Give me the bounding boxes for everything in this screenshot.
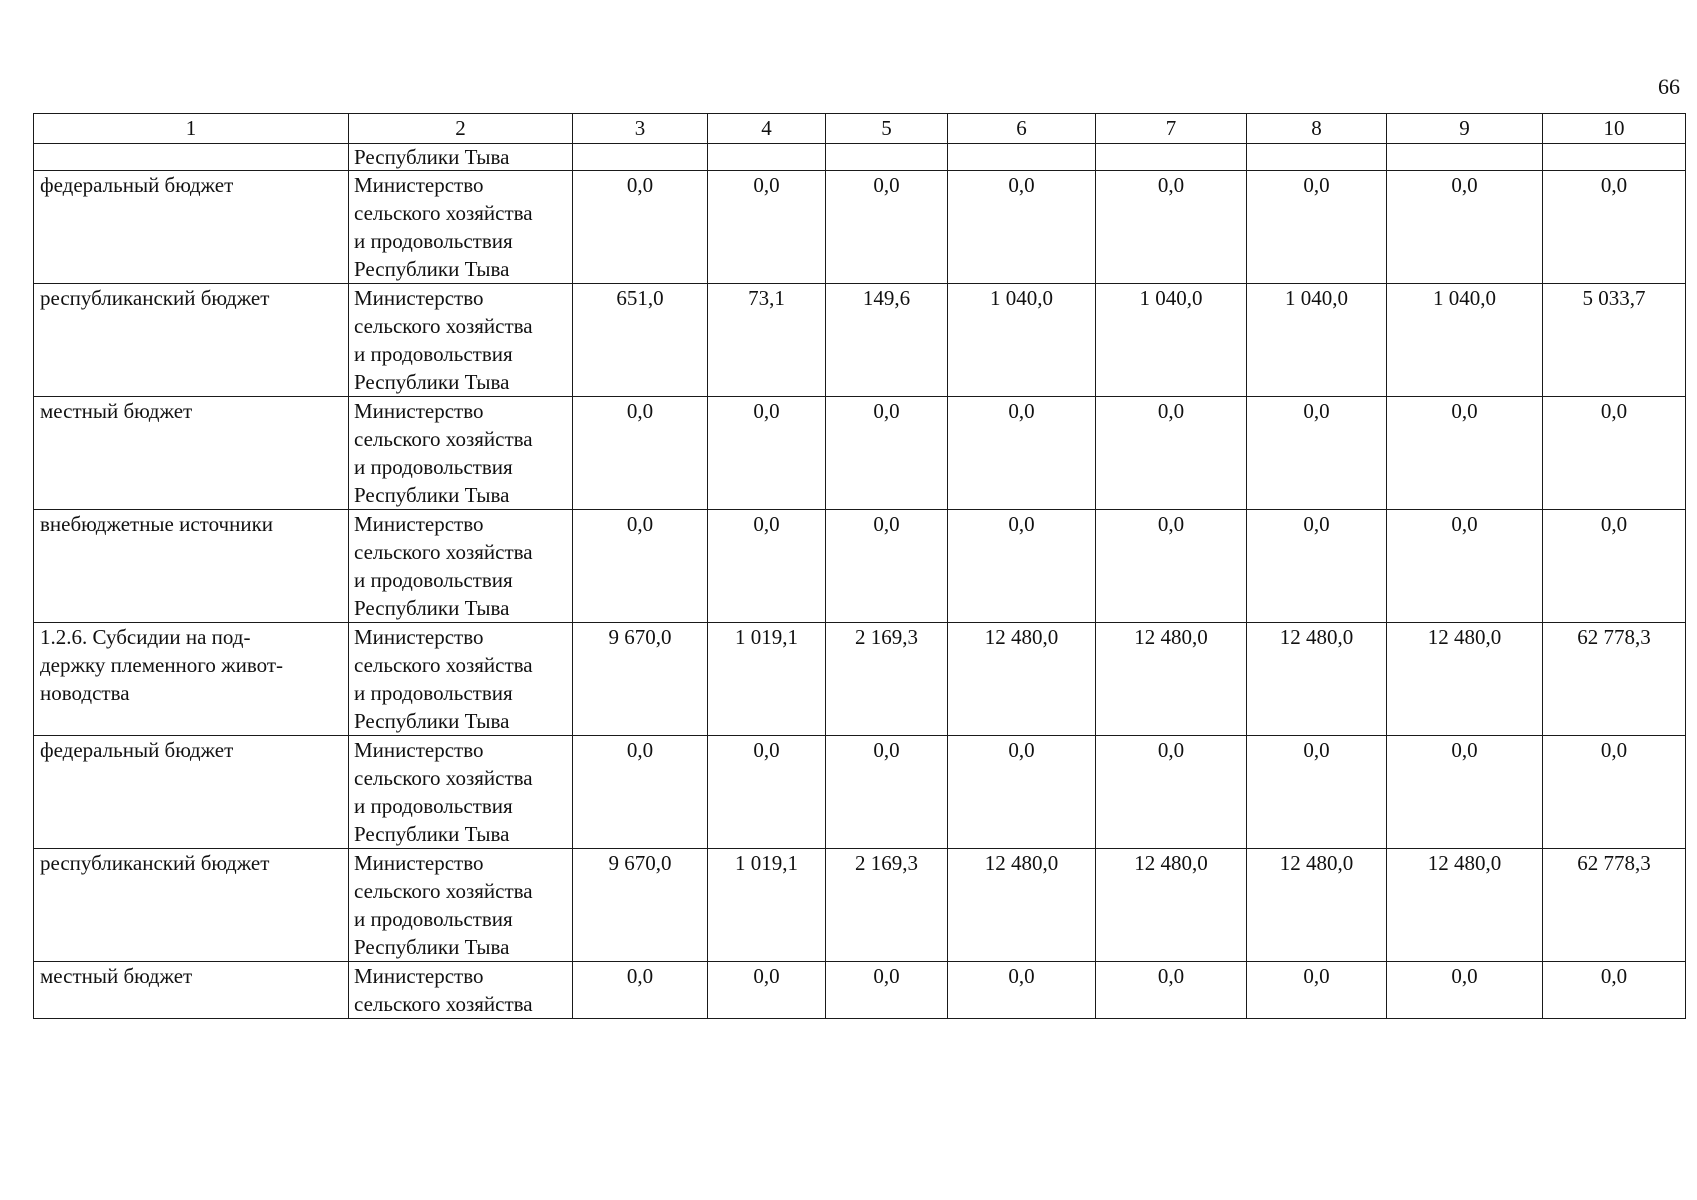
executor-line: Министерство xyxy=(354,512,484,536)
executor-cell xyxy=(349,284,573,397)
executor-line: Республики Тыва xyxy=(354,935,510,959)
value-cell: 0,0 xyxy=(1247,736,1387,849)
value-cell: 12 480,0 xyxy=(948,849,1096,962)
row-label: местный бюджет xyxy=(34,962,349,1019)
executor-line: и продовольствия xyxy=(354,681,513,705)
value-cell: 0,0 xyxy=(1247,397,1387,510)
value-cell: 0,0 xyxy=(1096,736,1247,849)
executor-line: сельского хозяйства xyxy=(354,540,533,564)
header-cell: 7 xyxy=(1096,114,1247,144)
executor-line: Министерство xyxy=(354,399,484,423)
header-cell: 8 xyxy=(1247,114,1387,144)
executor-line: сельского хозяйства xyxy=(354,766,533,790)
executor-line: Министерство xyxy=(354,625,484,649)
executor-line: Министерство xyxy=(354,173,484,197)
value-cell: 12 480,0 xyxy=(1247,623,1387,736)
value-cell: 0,0 xyxy=(573,962,708,1019)
executor-line: и продовольствия xyxy=(354,455,513,479)
value-cell: 0,0 xyxy=(708,510,826,623)
value-cell: 12 480,0 xyxy=(1096,623,1247,736)
header-cell: 9 xyxy=(1387,114,1543,144)
executor-line: Министерство xyxy=(354,286,484,310)
value-cell: 0,0 xyxy=(948,397,1096,510)
value-cell: 5 033,7 xyxy=(1543,284,1686,397)
value-cell: 73,1 xyxy=(708,284,826,397)
value-cell: 0,0 xyxy=(1096,171,1247,284)
value-cell: 0,0 xyxy=(573,171,708,284)
value-cell: 1 040,0 xyxy=(1387,284,1543,397)
header-row xyxy=(34,114,1686,144)
row-label: федеральный бюджет xyxy=(34,736,349,849)
value-cell: 2 169,3 xyxy=(826,623,948,736)
executor-cell: Республики Тыва xyxy=(349,144,573,171)
row-label: внебюджетные источники xyxy=(34,510,349,623)
executor-line: Министерство xyxy=(354,851,484,875)
value-cell: 9 670,0 xyxy=(573,849,708,962)
value-cell: 0,0 xyxy=(1543,510,1686,623)
executor-line: Министерство xyxy=(354,964,484,988)
value-cell: 0,0 xyxy=(948,510,1096,623)
value-cell: 0,0 xyxy=(1387,397,1543,510)
executor-line: Республики Тыва xyxy=(354,709,510,733)
value-cell: 0,0 xyxy=(1247,510,1387,623)
value-cell: 0,0 xyxy=(948,736,1096,849)
value-cell: 0,0 xyxy=(1387,736,1543,849)
value-cell: 0,0 xyxy=(708,171,826,284)
value-cell: 0,0 xyxy=(826,962,948,1019)
table-row xyxy=(34,849,1686,962)
value-cell: 0,0 xyxy=(573,510,708,623)
value-cell: 1 019,1 xyxy=(708,849,826,962)
value-cell: 149,6 xyxy=(826,284,948,397)
value-cell: 0,0 xyxy=(1247,962,1387,1019)
header-cell: 10 xyxy=(1543,114,1686,144)
value-cell: 0,0 xyxy=(1096,397,1247,510)
value-cell: 12 480,0 xyxy=(948,623,1096,736)
executor-cell xyxy=(349,849,573,962)
value-cell: 2 169,3 xyxy=(826,849,948,962)
row-label: 1.2.6. Субсидии на под- держку племенного живот- новодства xyxy=(34,623,349,736)
value-cell: 1 040,0 xyxy=(1096,284,1247,397)
executor-line: Министерство xyxy=(354,738,484,762)
value-cell: 12 480,0 xyxy=(1387,849,1543,962)
row-label: федеральный бюджет xyxy=(34,171,349,284)
value-cell: 0,0 xyxy=(1543,397,1686,510)
value-cell: 0,0 xyxy=(1543,962,1686,1019)
table-row xyxy=(34,623,1686,736)
table-row xyxy=(34,397,1686,510)
executor-line: сельского хозяйства xyxy=(354,201,533,225)
value-cell: 0,0 xyxy=(1387,510,1543,623)
row-label: республиканский бюджет xyxy=(34,849,349,962)
value-cell: 1 040,0 xyxy=(1247,284,1387,397)
row-label: местный бюджет xyxy=(34,397,349,510)
executor-line: и продовольствия xyxy=(354,229,513,253)
executor-line: Республики Тыва xyxy=(354,483,510,507)
executor-cell xyxy=(349,623,573,736)
table-row xyxy=(34,510,1686,623)
value-cell: 12 480,0 xyxy=(1096,849,1247,962)
executor-cell xyxy=(349,171,573,284)
value-cell: 12 480,0 xyxy=(1387,623,1543,736)
table-row xyxy=(34,962,1686,1019)
value-cell: 0,0 xyxy=(948,962,1096,1019)
value-cell: 0,0 xyxy=(948,171,1096,284)
value-cell: 0,0 xyxy=(573,397,708,510)
executor-cell xyxy=(349,962,573,1019)
value-cell: 1 040,0 xyxy=(948,284,1096,397)
executor-line: Республики Тыва xyxy=(354,822,510,846)
table-row xyxy=(34,736,1686,849)
executor-cell xyxy=(349,736,573,849)
executor-line: и продовольствия xyxy=(354,794,513,818)
value-cell: 651,0 xyxy=(573,284,708,397)
value-cell: 0,0 xyxy=(1096,962,1247,1019)
executor-line: сельского хозяйства xyxy=(354,653,533,677)
value-cell: 0,0 xyxy=(826,397,948,510)
budget-table xyxy=(33,113,1686,1019)
header-cell: 4 xyxy=(708,114,826,144)
value-cell: 0,0 xyxy=(708,397,826,510)
executor-cell xyxy=(349,510,573,623)
table-row xyxy=(34,171,1686,284)
executor-line: Республики Тыва xyxy=(354,370,510,394)
row-label: республиканский бюджет xyxy=(34,284,349,397)
executor-line: сельского хозяйства xyxy=(354,314,533,338)
executor-line: и продовольствия xyxy=(354,568,513,592)
executor-line: и продовольствия xyxy=(354,342,513,366)
header-cell: 5 xyxy=(826,114,948,144)
executor-line: сельского хозяйства xyxy=(354,879,533,903)
continuation-row xyxy=(34,144,1686,171)
value-cell: 0,0 xyxy=(708,962,826,1019)
label-cell xyxy=(34,144,349,171)
value-cell: 62 778,3 xyxy=(1543,849,1686,962)
value-cell: 0,0 xyxy=(1543,171,1686,284)
executor-line: Республики Тыва xyxy=(354,596,510,620)
page-number: 66 xyxy=(1658,74,1680,99)
value-cell: 0,0 xyxy=(573,736,708,849)
header-cell: 2 xyxy=(349,114,573,144)
header-cell: 6 xyxy=(948,114,1096,144)
value-cell: 0,0 xyxy=(826,171,948,284)
header-cell: 3 xyxy=(573,114,708,144)
table-row xyxy=(34,284,1686,397)
value-cell: 0,0 xyxy=(1387,171,1543,284)
value-cell: 0,0 xyxy=(1247,171,1387,284)
executor-line: Республики Тыва xyxy=(354,257,510,281)
value-cell: 0,0 xyxy=(826,736,948,849)
value-cell: 62 778,3 xyxy=(1543,623,1686,736)
executor-line: сельского хозяйства xyxy=(354,992,533,1016)
value-cell: 0,0 xyxy=(708,736,826,849)
value-cell: 0,0 xyxy=(1096,510,1247,623)
value-cell: 1 019,1 xyxy=(708,623,826,736)
header-cell: 1 xyxy=(34,114,349,144)
value-cell: 0,0 xyxy=(1387,962,1543,1019)
value-cell: 9 670,0 xyxy=(573,623,708,736)
executor-line: сельского хозяйства xyxy=(354,427,533,451)
executor-line: и продовольствия xyxy=(354,907,513,931)
value-cell: 0,0 xyxy=(1543,736,1686,849)
value-cell: 12 480,0 xyxy=(1247,849,1387,962)
executor-cell xyxy=(349,397,573,510)
value-cell: 0,0 xyxy=(826,510,948,623)
